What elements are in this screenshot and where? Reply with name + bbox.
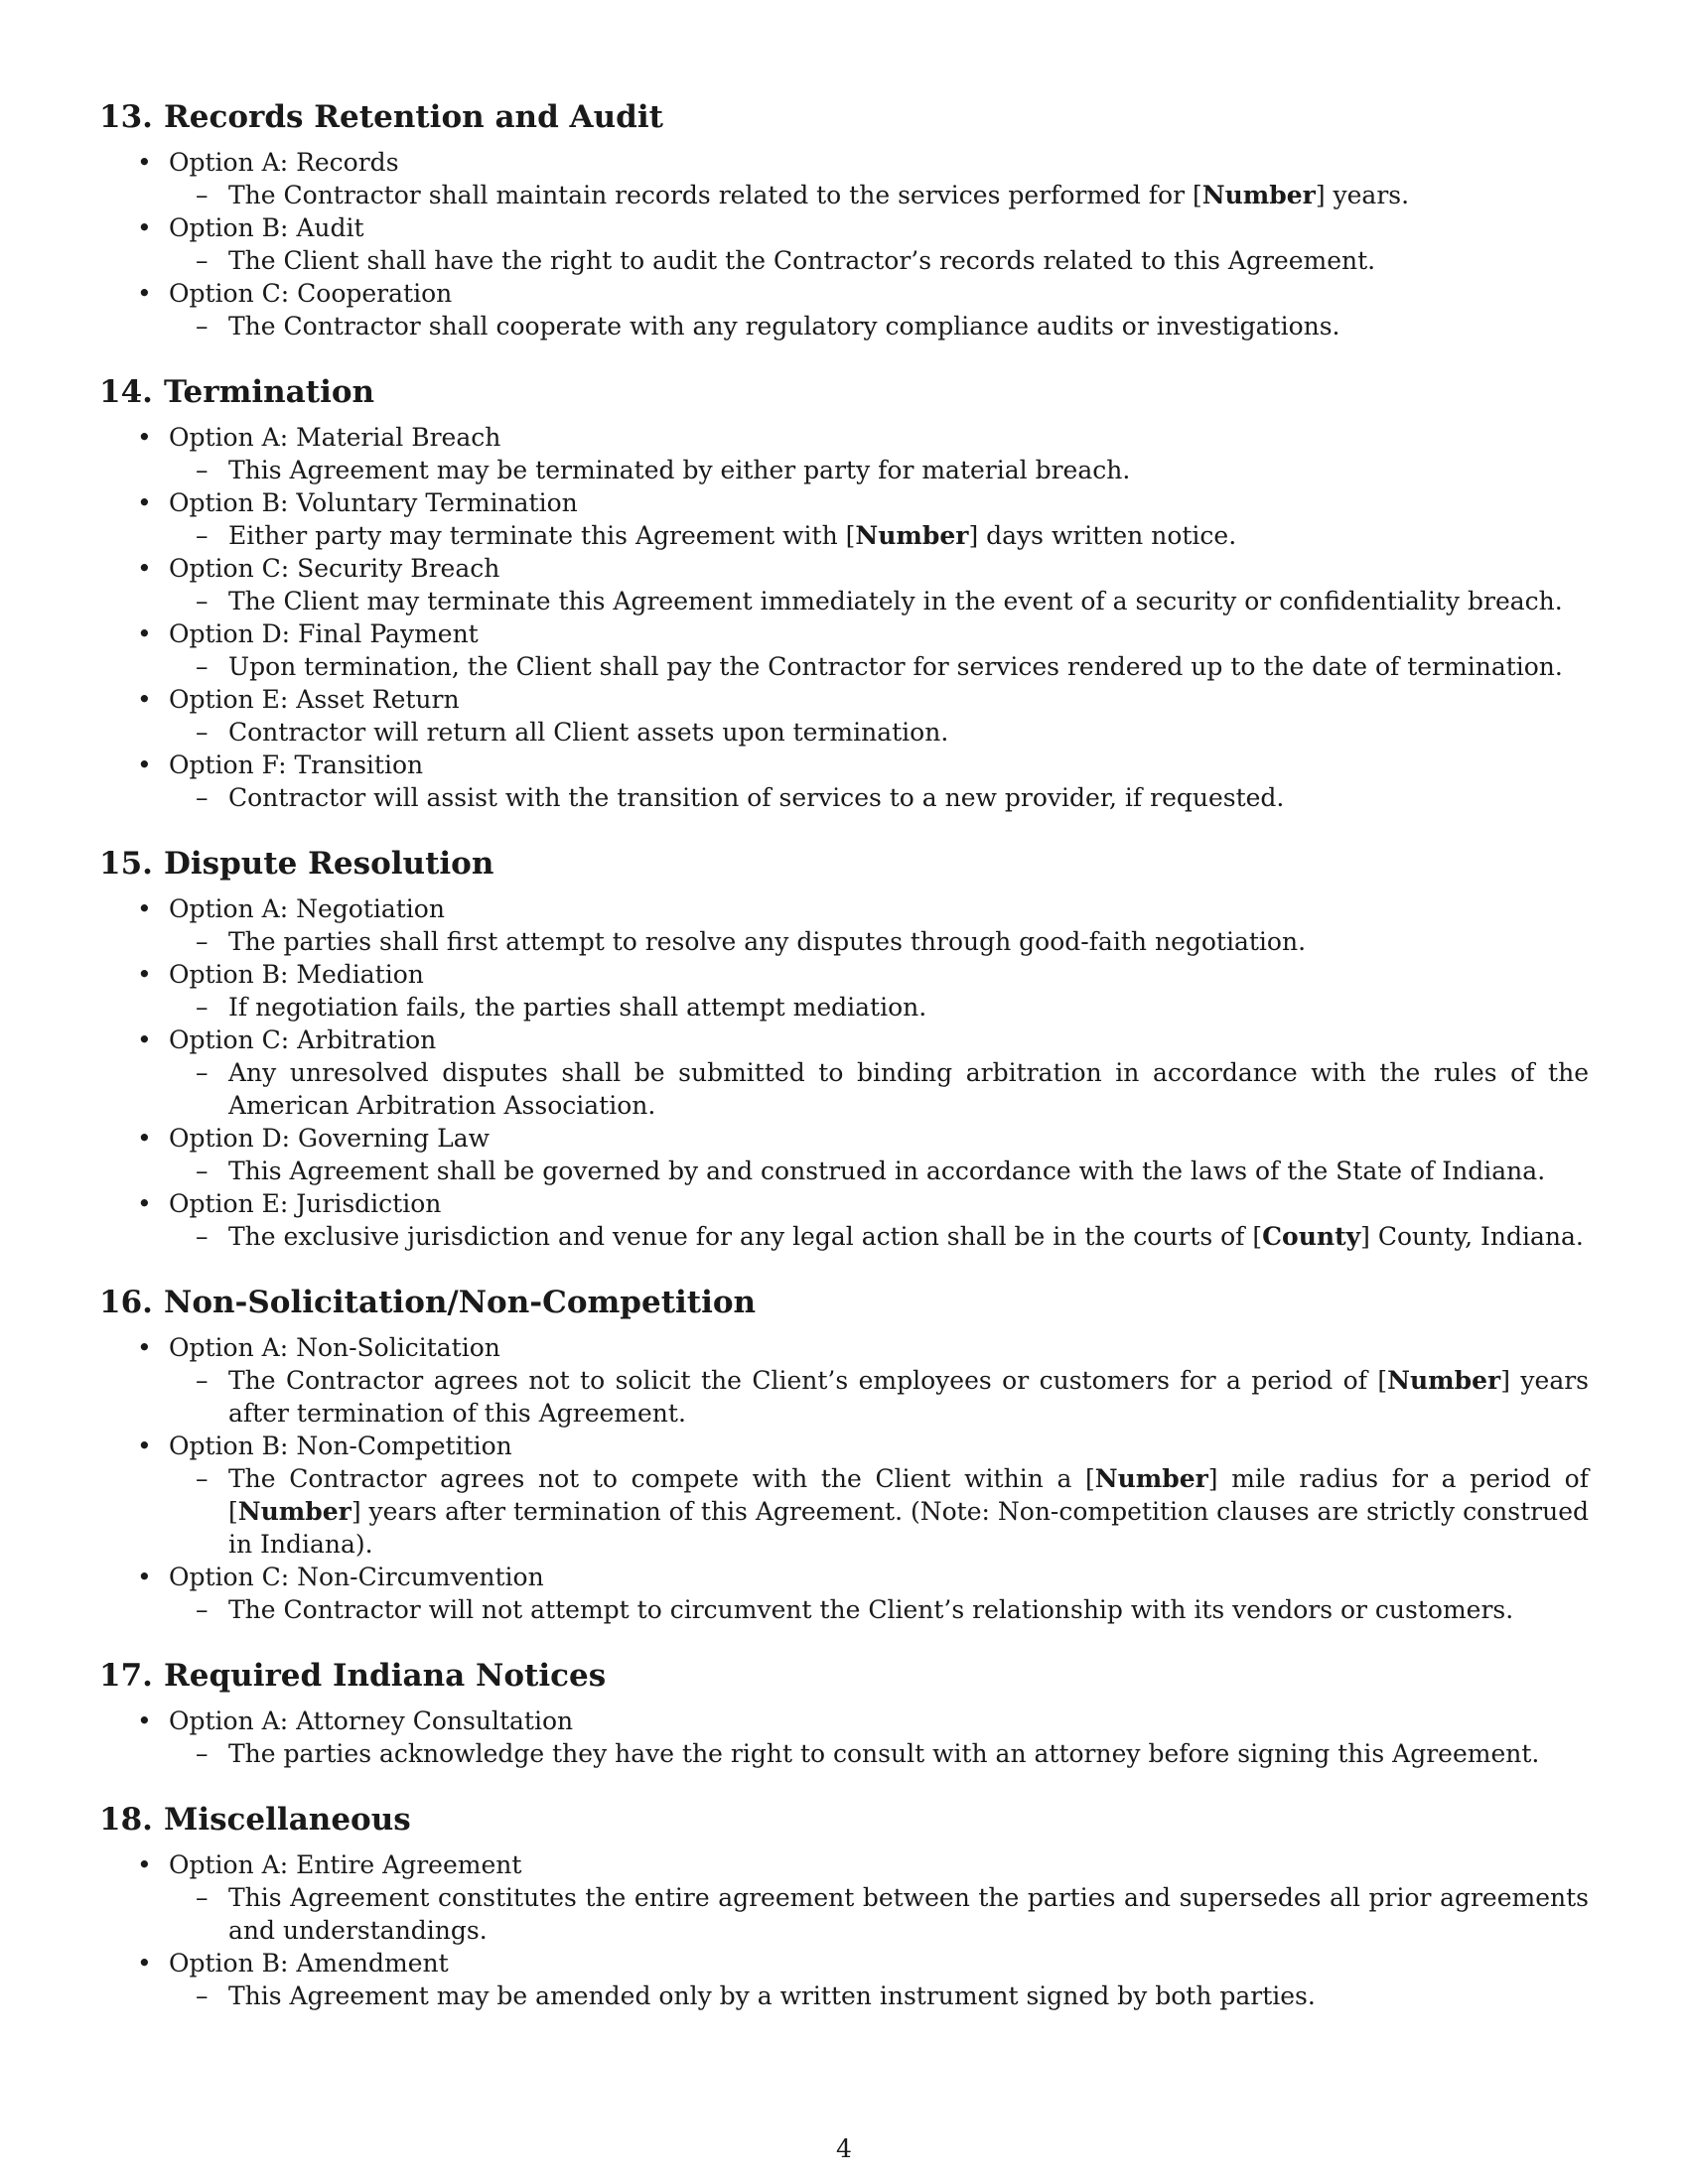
option-detail (169, 1881, 1589, 1947)
option-detail-list (169, 1364, 1589, 1430)
option-detail-list (169, 991, 1589, 1024)
option-detail-list (169, 925, 1589, 958)
section-number: 17. (99, 1658, 153, 1694)
section-title: Records Retention and Audit (164, 99, 663, 135)
option-detail (169, 781, 1589, 814)
option-label: • Option C: Cooperation (169, 279, 453, 308)
option-detail (169, 1364, 1589, 1430)
option-item (99, 421, 1589, 486)
section-title: Dispute Resolution (164, 846, 494, 882)
option-detail (169, 1155, 1589, 1187)
clause-text: The Contractor agrees not to solicit the Client’s employees or customers for a period of [ (228, 1366, 1388, 1395)
option-item (99, 617, 1589, 683)
option-list (99, 421, 1589, 814)
option-label: • Option A: Records (169, 148, 399, 177)
clause-text: The parties acknowledge they have the right to consult with an attorney before signing this Agreement. (228, 1739, 1540, 1768)
option-detail (169, 585, 1589, 617)
option-detail (169, 1056, 1589, 1122)
clause-text: ] years after termination of this Agreement. (Note: Non-competition clauses are strictly construed in Indiana). (228, 1497, 1589, 1559)
clause-text: [ (1193, 181, 1202, 209)
option-detail (169, 310, 1589, 342)
section-title: Termination (164, 374, 375, 410)
option-label: • Option C: Non-Circumvention (169, 1563, 544, 1591)
option-item (99, 552, 1589, 617)
option-detail-list (169, 1056, 1589, 1122)
option-label: • Option A: Entire Agreement (169, 1850, 522, 1879)
option-detail (169, 1737, 1589, 1770)
section-number: 18. (99, 1802, 153, 1838)
option-detail-list (169, 1155, 1589, 1187)
option-detail (169, 1220, 1589, 1253)
option-item (99, 1561, 1589, 1626)
section-title: Miscellaneous (164, 1802, 411, 1838)
option-item (99, 683, 1589, 749)
placeholder-field: Number (855, 521, 969, 550)
option-item (99, 211, 1589, 277)
option-label: • Option B: Audit (169, 213, 364, 242)
clause-text: This Agreement constitutes the entire agreement between the parties and supersedes all prior agreements and understandings. (228, 1883, 1589, 1945)
section-title: Non-Solicitation/Non-Competition (164, 1285, 757, 1320)
option-detail-list (169, 781, 1589, 814)
option-label: • Option E: Asset Return (169, 685, 460, 714)
option-item (99, 1331, 1589, 1430)
option-item (99, 486, 1589, 552)
option-detail-list (169, 1593, 1589, 1626)
option-detail (169, 519, 1589, 552)
clause-text: The Client shall have the right to audit the Contractor’s records related to this Agreement. (228, 246, 1376, 275)
clause-text: The parties shall first attempt to resolve any disputes through good-faith negotiation. (228, 927, 1307, 956)
clause-text: Either party may terminate this Agreement with [ (228, 521, 856, 550)
section-13 (99, 97, 1589, 342)
option-label: • Option A: Non-Solicitation (169, 1333, 500, 1362)
option-detail-list (169, 179, 1589, 211)
option-detail (169, 1462, 1589, 1561)
clause-text: Contractor will assist with the transition of services to a new provider, if requested. (228, 783, 1285, 812)
option-item (99, 146, 1589, 211)
section-number: 13. (99, 99, 153, 135)
option-item (99, 1705, 1589, 1770)
clause-text: The Contractor will not attempt to circumvent the Client’s relationship with its vendors or customers. (228, 1595, 1514, 1624)
option-detail (169, 650, 1589, 683)
clause-text: ] years after termination of this Agreement. (228, 1366, 1590, 1428)
clause-text: Contractor will return all Client assets upon termination. (228, 718, 949, 747)
section-15 (99, 844, 1589, 1253)
option-item (99, 1430, 1589, 1561)
option-detail (169, 454, 1589, 486)
placeholder-field: Number (1387, 1366, 1501, 1395)
option-label: • Option B: Mediation (169, 960, 424, 989)
option-detail (169, 716, 1589, 749)
section-heading (99, 97, 1589, 137)
section-heading (99, 372, 1589, 412)
option-item (99, 1024, 1589, 1122)
clause-text: This Agreement shall be governed by and construed in accordance with the laws of the State of Indiana. (228, 1157, 1546, 1185)
option-detail-list (169, 310, 1589, 342)
document-content (99, 97, 1589, 2042)
section-number: 16. (99, 1285, 153, 1320)
option-detail (169, 244, 1589, 277)
clause-text: The Contractor shall cooperate with any regulatory compliance audits or investigations. (228, 312, 1340, 341)
option-detail-list (169, 1462, 1589, 1561)
clause-text: ] mile radius for a period of [ (228, 1464, 1589, 1526)
clause-text: ] days written notice. (968, 521, 1237, 550)
clause-text: Any unresolved disputes shall be submitted to binding arbitration in accordance with the rules of the American Arbitration Association. (228, 1058, 1589, 1120)
section-title: Required Indiana Notices (164, 1658, 607, 1694)
option-detail-list (169, 1220, 1589, 1253)
option-label: • Option D: Governing Law (169, 1124, 490, 1153)
option-item (99, 749, 1589, 814)
option-label: • Option E: Jurisdiction (169, 1189, 442, 1218)
page-number: 4 (836, 2134, 852, 2163)
option-detail-list (169, 1881, 1589, 1947)
placeholder-field: Number (237, 1497, 352, 1526)
option-detail-list (169, 650, 1589, 683)
option-item (99, 892, 1589, 958)
option-detail-list (169, 454, 1589, 486)
clause-text: This Agreement may be amended only by a written instrument signed by both parties. (228, 1981, 1316, 2010)
clause-text: The Contractor shall maintain records related to the services performed for (228, 181, 1193, 209)
option-detail (169, 179, 1589, 211)
section-16 (99, 1283, 1589, 1626)
option-item (99, 1187, 1589, 1253)
option-detail-list (169, 519, 1589, 552)
option-label: • Option A: Attorney Consultation (169, 1706, 574, 1735)
clause-text: The exclusive jurisdiction and venue for any legal action shall be in the courts of [ (228, 1222, 1263, 1251)
option-detail (169, 1593, 1589, 1626)
option-list (99, 1848, 1589, 2012)
option-detail (169, 925, 1589, 958)
option-detail-list (169, 1737, 1589, 1770)
clause-text: The Client may terminate this Agreement immediately in the event of a security or confidentiality breach. (228, 587, 1563, 615)
placeholder-field: Number (1201, 181, 1316, 209)
clause-text: If negotiation fails, the parties shall attempt mediation. (228, 993, 927, 1022)
clause-text: This Agreement may be terminated by either party for material breach. (228, 456, 1131, 484)
section-heading (99, 1283, 1589, 1322)
option-item (99, 958, 1589, 1024)
section-number: 15. (99, 846, 153, 882)
placeholder-field: Number (1094, 1464, 1208, 1493)
section-heading (99, 844, 1589, 884)
placeholder-field: County (1262, 1222, 1361, 1251)
option-label: • Option C: Arbitration (169, 1025, 437, 1054)
clause-text: The Contractor agrees not to compete with the Client within a [ (228, 1464, 1095, 1493)
option-detail-list (169, 716, 1589, 749)
option-detail-list (169, 244, 1589, 277)
option-detail-list (169, 1979, 1589, 2012)
clause-text: Upon termination, the Client shall pay the Contractor for services rendered up to the date of termination. (228, 652, 1563, 681)
option-item (99, 1122, 1589, 1187)
option-label: • Option D: Final Payment (169, 619, 479, 648)
clause-text: ] years. (1315, 181, 1410, 209)
option-list (99, 892, 1589, 1253)
clause-text: ] County, Indiana. (1360, 1222, 1584, 1251)
option-detail (169, 1979, 1589, 2012)
section-heading (99, 1656, 1589, 1696)
option-detail (169, 991, 1589, 1024)
section-18 (99, 1800, 1589, 2012)
section-17 (99, 1656, 1589, 1770)
option-label: • Option F: Transition (169, 751, 424, 779)
option-label: • Option B: Voluntary Termination (169, 488, 578, 517)
option-list (99, 1705, 1589, 1770)
option-item (99, 277, 1589, 342)
section-heading (99, 1800, 1589, 1840)
option-label: • Option A: Material Breach (169, 423, 501, 452)
option-item (99, 1848, 1589, 1947)
option-list (99, 1331, 1589, 1626)
option-list (99, 146, 1589, 342)
section-number: 14. (99, 374, 153, 410)
option-label: • Option B: Amendment (169, 1949, 449, 1978)
option-label: • Option B: Non-Competition (169, 1432, 512, 1460)
option-detail-list (169, 585, 1589, 617)
option-item (99, 1947, 1589, 2012)
option-label: • Option C: Security Breach (169, 554, 500, 583)
option-label: • Option A: Negotiation (169, 894, 445, 923)
section-14 (99, 372, 1589, 814)
